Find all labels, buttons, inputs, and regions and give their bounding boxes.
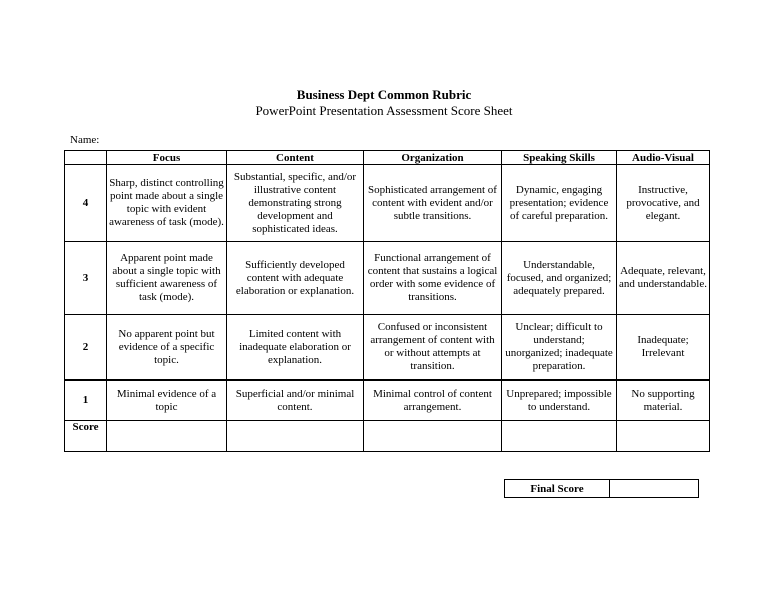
level-label: 2: [65, 315, 107, 381]
final-score-table: [504, 479, 699, 498]
final-score-field[interactable]: [610, 480, 699, 498]
focus-cell: Apparent point made about a single topic with sufficient awareness of task (mode).: [107, 242, 227, 315]
rubric-header-row: [65, 151, 710, 165]
audio-visual-cell: Instructive, provocative, and elegant.: [617, 165, 710, 242]
level-label: 3: [65, 242, 107, 315]
content-cell: Substantial, specific, and/or illustrative content demonstrating strong development and sophisticated ideas.: [227, 165, 364, 242]
organization-cell: Sophisticated arrangement of content with evident and/or subtle transitions.: [364, 165, 502, 242]
rubric-table: [64, 150, 710, 452]
header-speaking-skills: Speaking Skills: [502, 151, 617, 165]
audio-visual-score-field[interactable]: [617, 421, 710, 452]
focus-score-field[interactable]: [107, 421, 227, 452]
rubric-row-level-3: [65, 242, 710, 315]
focus-cell: No apparent point but evidence of a specific topic.: [107, 315, 227, 381]
audio-visual-cell: Inadequate; Irrelevant: [617, 315, 710, 381]
document-subtitle: PowerPoint Presentation Assessment Score Sheet: [255, 103, 513, 118]
focus-cell: Minimal evidence of a topic: [107, 380, 227, 421]
rubric-row-level-2: [65, 315, 710, 381]
organization-cell: Functional arrangement of content that sustains a logical order with some evidence of transitions.: [364, 242, 502, 315]
speaking-skills-cell: Unclear; difficult to understand; unorganized; inadequate preparation.: [502, 315, 617, 381]
content-cell: Sufficiently developed content with adequate elaboration or explanation.: [227, 242, 364, 315]
final-score-row: [505, 480, 699, 498]
speaking-skills-cell: Understandable, focused, and organized; adequately prepared.: [502, 242, 617, 315]
focus-cell: Sharp, distinct controlling point made about a single topic with evident awareness of task (mode).: [107, 165, 227, 242]
organization-cell: Confused or inconsistent arrangement of content with or without attempts at transition.: [364, 315, 502, 381]
rubric-row-level-1: [65, 380, 710, 421]
content-cell: Limited content with inadequate elaboration or explanation.: [227, 315, 364, 381]
header-content: Content: [227, 151, 364, 165]
name-label: Name:: [70, 134, 100, 146]
level-label: 4: [65, 165, 107, 242]
audio-visual-cell: Adequate, relevant, and understandable.: [617, 242, 710, 315]
organization-score-field[interactable]: [364, 421, 502, 452]
audio-visual-cell: No supporting material.: [617, 380, 710, 421]
header-corner-cell: [65, 151, 107, 165]
header-organization: Organization: [364, 151, 502, 165]
rubric-score-row: [65, 421, 710, 452]
speaking-skills-cell: Unprepared; impossible to understand.: [502, 380, 617, 421]
organization-cell: Minimal control of content arrangement.: [364, 380, 502, 421]
rubric-row-level-4: [65, 165, 710, 242]
content-cell: Superficial and/or minimal content.: [227, 380, 364, 421]
document-title: Business Dept Common Rubric: [296, 87, 472, 102]
score-label: Score: [65, 421, 107, 452]
content-score-field[interactable]: [227, 421, 364, 452]
speaking-skills-cell: Dynamic, engaging presentation; evidence of careful preparation.: [502, 165, 617, 242]
final-score-label: Final Score: [505, 480, 610, 498]
speaking-skills-score-field[interactable]: [502, 421, 617, 452]
level-label: 1: [65, 380, 107, 421]
header-focus: Focus: [107, 151, 227, 165]
header-audio-visual: Audio-Visual: [617, 151, 710, 165]
